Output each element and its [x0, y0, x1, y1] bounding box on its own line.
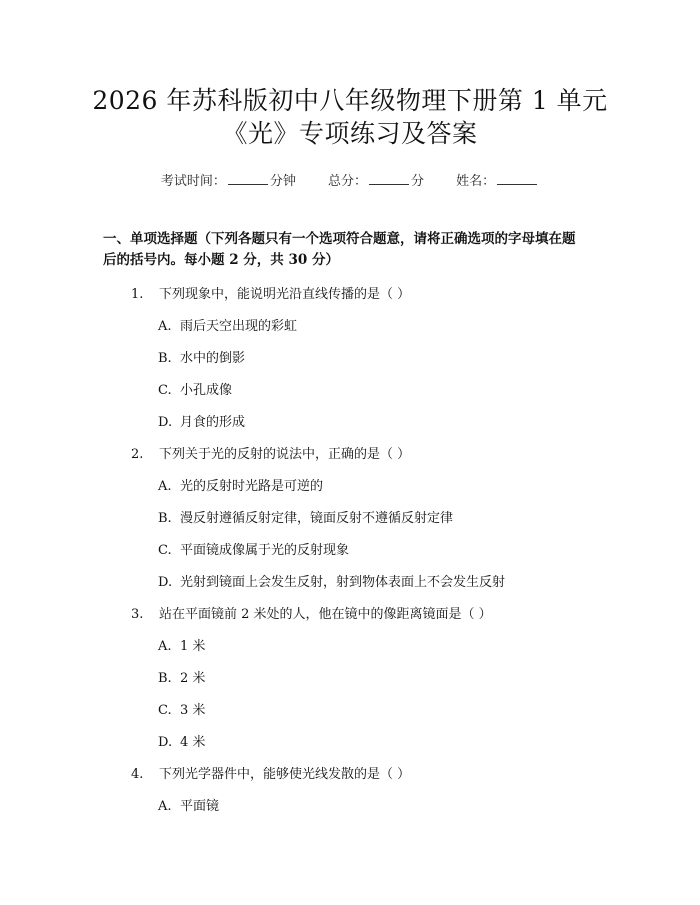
option-letter: B. [158, 511, 172, 526]
exam-time-field [161, 174, 296, 189]
question-number: 3. [131, 607, 144, 622]
question-stem: 下列光学器件中，能够使光线发散的是（ ） [159, 767, 411, 782]
option-letter: B. [158, 671, 172, 686]
question-3-option-c [158, 699, 205, 718]
section-heading [103, 229, 603, 271]
question-1 [131, 283, 410, 302]
option-text: 光射到镜面上会发生反射，射到物体表面上不会发生反射 [180, 575, 506, 590]
option-letter: A. [158, 479, 172, 494]
question-number: 2. [131, 447, 144, 462]
option-letter: D. [158, 735, 173, 750]
student-name-field [456, 174, 539, 189]
question-2-option-d [158, 571, 505, 590]
section-heading-line2: 后的括号内。每小题 2 分，共 30 分） [103, 252, 339, 268]
option-letter: A. [158, 799, 172, 814]
question-2-option-b [158, 507, 453, 526]
option-text: 小孔成像 [180, 383, 233, 398]
option-letter: A. [158, 319, 172, 334]
option-letter: D. [158, 575, 173, 590]
option-text: 平面镜成像属于光的反射现象 [180, 543, 350, 558]
option-text: 1 米 [180, 639, 206, 654]
option-text: 月食的形成 [180, 415, 246, 430]
question-2-option-a [158, 475, 323, 494]
total-score-label: 总分： [327, 174, 367, 189]
question-1-option-b [158, 347, 245, 366]
option-letter: C. [158, 543, 172, 558]
option-letter: B. [158, 351, 172, 366]
question-1-option-c [158, 379, 232, 398]
question-1-option-a [158, 315, 297, 334]
question-4-option-a [158, 795, 219, 814]
option-text: 3 米 [180, 703, 206, 718]
section-heading-line1: 一、单项选择题（下列各题只有一个选项符合题意，请将正确选项的字母填在题 [103, 231, 576, 247]
option-text: 4 米 [180, 735, 206, 750]
question-1-option-d [158, 411, 245, 430]
option-letter: C. [158, 703, 172, 718]
question-number: 4. [131, 767, 144, 782]
question-2-option-c [158, 539, 349, 558]
exam-time-unit: 分钟 [269, 174, 296, 189]
option-text: 雨后天空出现的彩虹 [180, 319, 298, 334]
question-3-option-a [158, 635, 205, 654]
question-number: 1. [131, 287, 144, 302]
student-name-label: 姓名： [456, 174, 496, 189]
document-title-line2: 《光》专项练习及答案 [222, 119, 478, 148]
question-4 [131, 763, 410, 782]
question-stem: 下列关于光的反射的说法中，正确的是（ ） [159, 447, 411, 462]
option-text: 平面镜 [180, 799, 220, 814]
option-letter: A. [158, 639, 172, 654]
total-score-field [328, 174, 424, 189]
option-text: 2 米 [180, 671, 206, 686]
question-3-option-b [158, 667, 205, 686]
option-text: 光的反射时光路是可逆的 [180, 479, 324, 494]
question-3-option-d [158, 731, 205, 750]
option-letter: C. [158, 383, 172, 398]
question-stem: 站在平面镜前 2 米处的人，他在镜中的像距离镜面是（ ） [159, 607, 492, 622]
option-text: 水中的倒影 [180, 351, 246, 366]
student-name-blank [497, 172, 537, 185]
document-title-line1: 2026 年苏科版初中八年级物理下册第 1 单元 [92, 86, 608, 115]
exam-info-row [0, 170, 700, 189]
question-3 [131, 603, 492, 622]
question-2 [131, 443, 410, 462]
exam-time-label: 考试时间： [160, 174, 226, 189]
option-letter: D. [158, 415, 173, 430]
total-score-blank [369, 172, 409, 185]
total-score-unit: 分 [411, 174, 425, 189]
question-stem: 下列现象中，能说明光沿直线传播的是（ ） [159, 287, 411, 302]
option-text: 漫反射遵循反射定律，镜面反射不遵循反射定律 [180, 511, 454, 526]
exam-time-blank [228, 172, 268, 185]
